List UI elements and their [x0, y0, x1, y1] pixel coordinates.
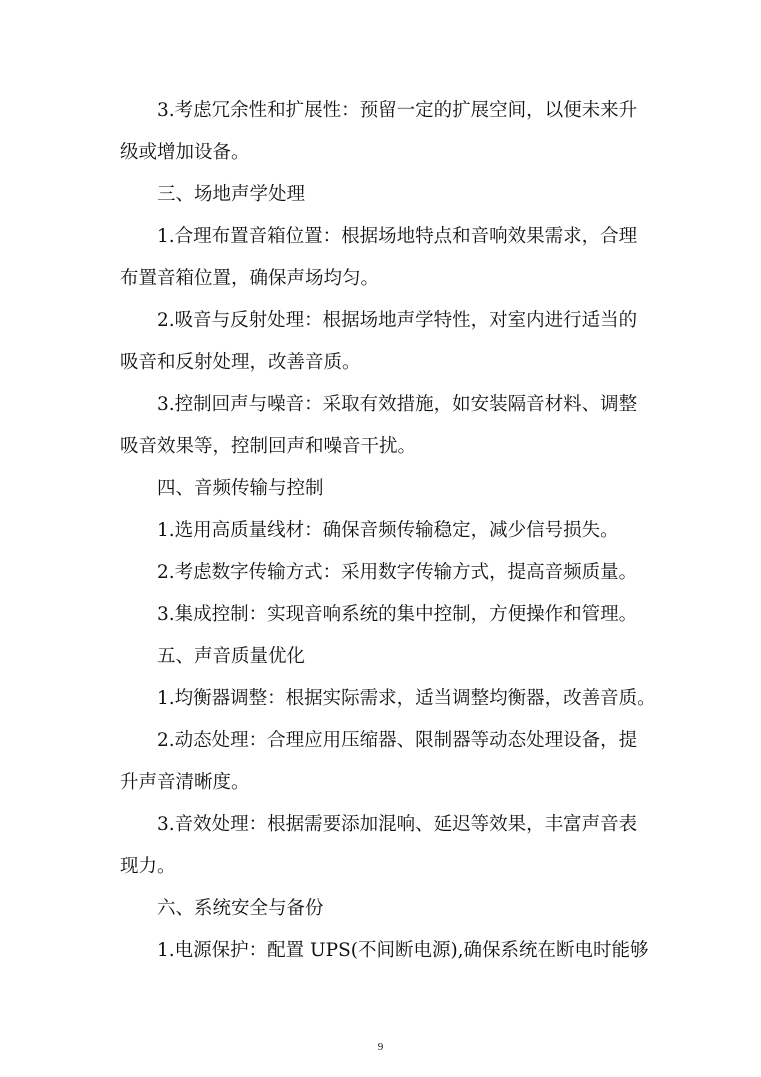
- paragraph-line: 2.吸音与反射处理：根据场地声学特性，对室内进行适当的: [157, 310, 638, 331]
- section-heading: 四、音频传输与控制: [157, 478, 324, 499]
- paragraph-line: 1.均衡器调整：根据实际需求，适当调整均衡器，改善音质。: [157, 688, 656, 709]
- paragraph-line: 布置音箱位置，确保声场均匀。: [120, 268, 380, 289]
- paragraph-line: 3.考虑冗余性和扩展性：预留一定的扩展空间，以便未来升: [157, 100, 638, 121]
- paragraph-line: 1.合理布置音箱位置：根据场地特点和音响效果需求，合理: [157, 226, 638, 247]
- paragraph-line: 3.音效处理：根据需要添加混响、延迟等效果，丰富声音表: [157, 814, 638, 835]
- section-heading: 六、系统安全与备份: [157, 898, 324, 919]
- paragraph-line: 升声音清晰度。: [120, 772, 250, 793]
- paragraph-line: 2.考虑数字传输方式：采用数字传输方式，提高音频质量。: [157, 562, 638, 583]
- paragraph-line: 2.动态处理：合理应用压缩器、限制器等动态处理设备，提: [157, 730, 638, 751]
- paragraph-line: 1.电源保护：配置 UPS(不间断电源),确保系统在断电时能够: [157, 940, 649, 961]
- page-number: 9: [377, 1041, 384, 1053]
- paragraph-line: 吸音效果等，控制回声和噪音干扰。: [120, 436, 417, 457]
- paragraph-line: 3.集成控制：实现音响系统的集中控制，方便操作和管理。: [157, 604, 638, 625]
- paragraph-line: 3.控制回声与噪音：采取有效措施，如安装隔音材料、调整: [157, 394, 638, 415]
- section-heading: 五、声音质量优化: [157, 646, 306, 667]
- section-heading: 三、场地声学处理: [157, 184, 306, 205]
- paragraph-line: 吸音和反射处理，改善音质。: [120, 352, 361, 373]
- paragraph-line: 现力。: [120, 856, 176, 877]
- paragraph-line: 1.选用高质量线材：确保音频传输稳定，减少信号损失。: [157, 520, 619, 541]
- paragraph-line: 级或增加设备。: [120, 142, 250, 163]
